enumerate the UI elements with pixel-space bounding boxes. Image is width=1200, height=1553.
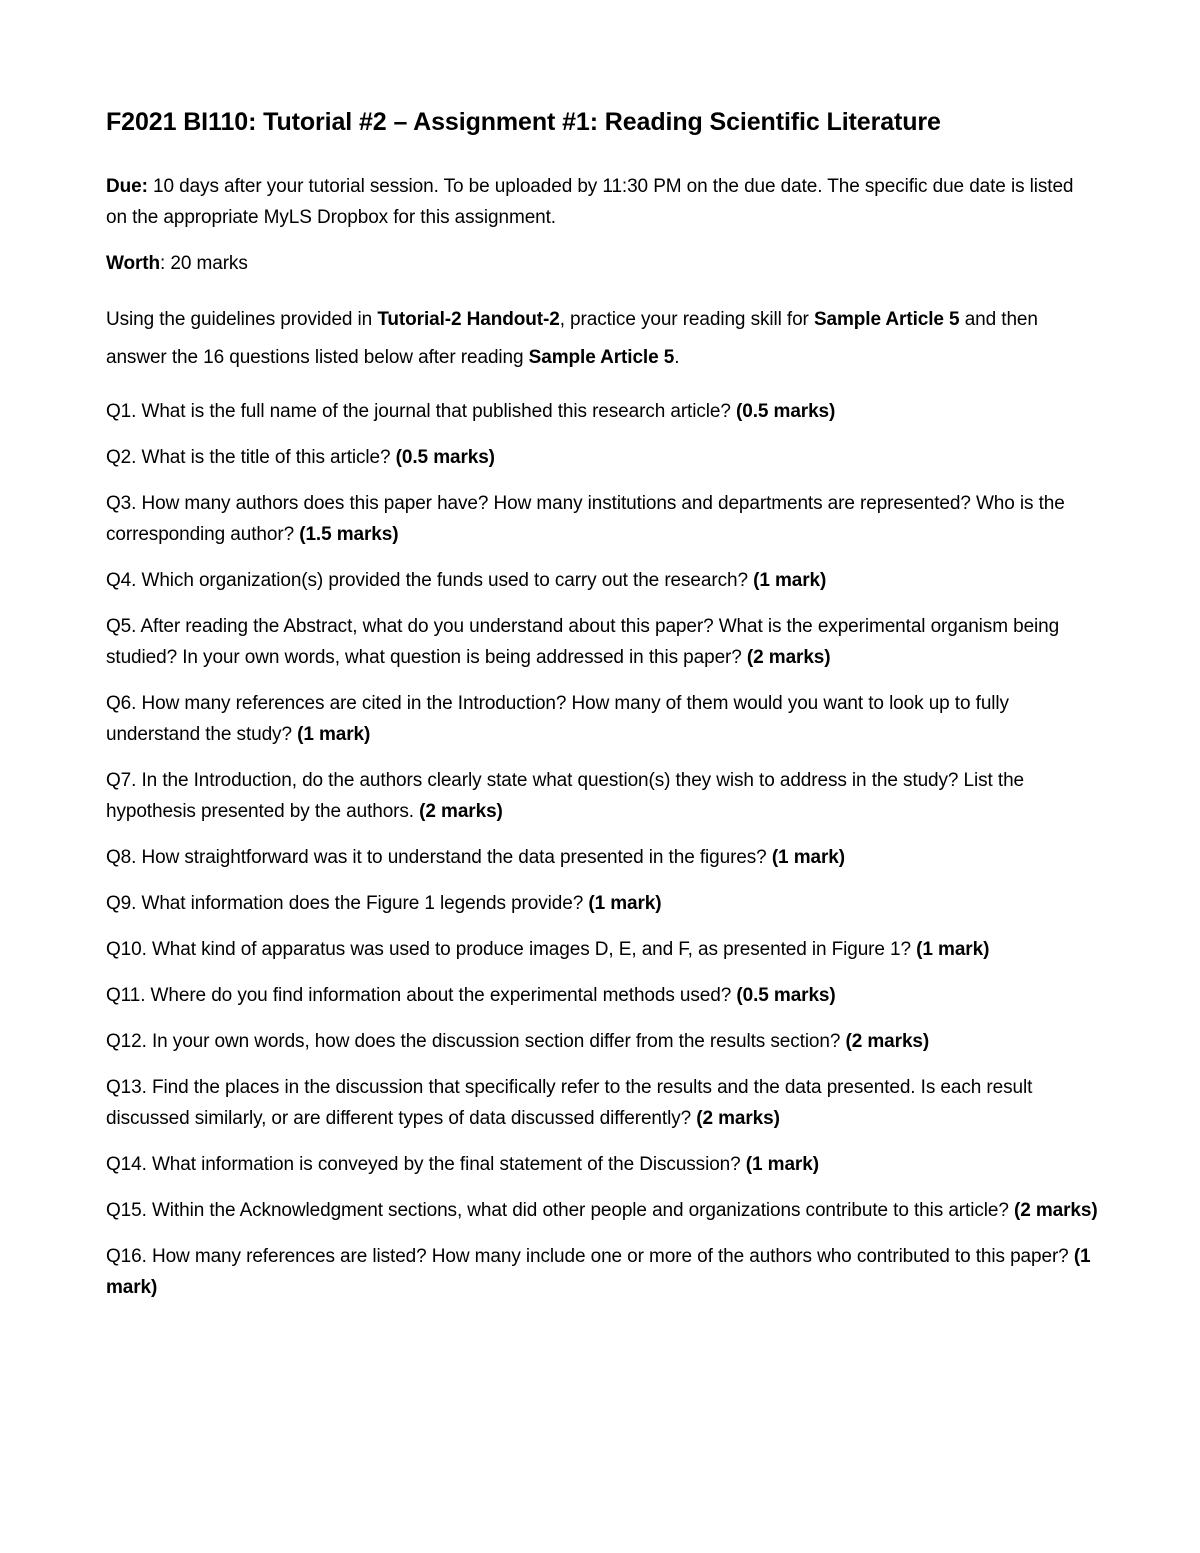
question-item [106, 488, 1098, 550]
document-page [106, 108, 1098, 1318]
question-marks: (2 marks) [696, 1108, 780, 1129]
question-item [106, 765, 1098, 827]
document-title: F2021 BI110: Tutorial #2 – Assignment #1: Reading Scientific Literature [106, 108, 941, 136]
question-text: Q3. How many authors does this paper have? How many institutions and departments are represented? Who is the corresponding author? [106, 493, 1065, 545]
question-text: Q9. What information does the Figure 1 legends provide? [106, 893, 589, 914]
questions-list [106, 396, 1098, 1303]
question-marks: (1.5 marks) [299, 524, 399, 545]
intro-text-3: and then answer the 16 questions listed below after reading [106, 309, 1038, 368]
worth-label: Worth [106, 253, 161, 274]
question-marks: (1 mark) [916, 939, 990, 960]
intro-text-4: . [674, 347, 680, 368]
question-text: Q13. Find the places in the discussion that specifically refer to the results and the data presented. Is each result discussed similarly, or are different types of data discussed differently? [106, 1077, 1033, 1129]
article-name-repeat: Sample Article 5 [528, 347, 675, 368]
question-text: Q12. In your own words, how does the discussion section differ from the results section? [106, 1031, 846, 1052]
question-item [106, 1195, 1098, 1226]
question-item [106, 565, 1098, 596]
intro-text-2: , practice your reading skill for [559, 309, 814, 330]
question-text: Q4. Which organization(s) provided the funds used to carry out the research? [106, 570, 754, 591]
question-marks: (0.5 marks) [736, 401, 836, 422]
instructions-paragraph [106, 301, 1098, 377]
question-marks: (1 mark) [771, 847, 845, 868]
due-label: Due: [106, 176, 148, 197]
question-item [106, 1241, 1098, 1303]
worth-paragraph [106, 248, 1098, 279]
due-text: 10 days after your tutorial session. To be uploaded by 11:30 PM on the due date. The specific due date is listed on the appropriate MyLS Dropbox for this assignment. [106, 176, 1074, 228]
question-item [106, 611, 1098, 673]
question-marks: (2 marks) [746, 647, 831, 668]
question-item [106, 396, 1098, 427]
question-marks: (1 mark) [588, 893, 662, 914]
question-item [106, 1026, 1098, 1057]
question-item [106, 688, 1098, 750]
question-text: Q2. What is the title of this article? [106, 447, 396, 468]
worth-text: : 20 marks [160, 253, 248, 274]
question-item [106, 842, 1098, 873]
question-marks: (1 mark) [106, 1246, 1091, 1298]
question-text: Q14. What information is conveyed by the final statement of the Discussion? [106, 1154, 746, 1175]
question-item [106, 1149, 1098, 1180]
question-text: Q8. How straightforward was it to understand the data presented in the figures? [106, 847, 772, 868]
due-paragraph [106, 171, 1098, 233]
question-marks: (2 marks) [1013, 1200, 1098, 1221]
question-text: Q1. What is the full name of the journal that published this research article? [106, 401, 736, 422]
question-item [106, 934, 1098, 965]
question-marks: (2 marks) [845, 1031, 930, 1052]
question-text: Q10. What kind of apparatus was used to produce images D, E, and F, as presented in Figure 1? [106, 939, 917, 960]
question-marks: (0.5 marks) [395, 447, 495, 468]
question-marks: (1 mark) [745, 1154, 819, 1175]
question-text: Q7. In the Introduction, do the authors clearly state what question(s) they wish to address in the study? List the hypothesis presented by the authors. [106, 770, 1025, 822]
article-name: Sample Article 5 [813, 309, 960, 330]
handout-name: Tutorial-2 Handout-2 [377, 309, 560, 330]
question-marks: (1 mark) [753, 570, 827, 591]
question-item [106, 888, 1098, 919]
question-text: Q16. How many references are listed? How many include one or more of the authors who contributed to this paper? [106, 1246, 1074, 1267]
question-text: Q6. How many references are cited in the Introduction? How many of them would you want to look up to fully understand the study? [106, 693, 1009, 745]
question-text: Q15. Within the Acknowledgment sections, what did other people and organizations contribute to this article? [106, 1200, 1014, 1221]
intro-text-1: Using the guidelines provided in [106, 309, 378, 330]
question-text: Q5. After reading the Abstract, what do you understand about this paper? What is the experimental organism being studied? In your own words, what question is being addressed in this paper? [106, 616, 1060, 668]
question-marks: (0.5 marks) [736, 985, 836, 1006]
question-marks: (1 mark) [297, 724, 371, 745]
question-marks: (2 marks) [419, 801, 503, 822]
question-item [106, 1072, 1098, 1134]
question-item [106, 980, 1098, 1011]
question-item [106, 442, 1098, 473]
question-text: Q11. Where do you find information about the experimental methods used? [106, 985, 737, 1006]
